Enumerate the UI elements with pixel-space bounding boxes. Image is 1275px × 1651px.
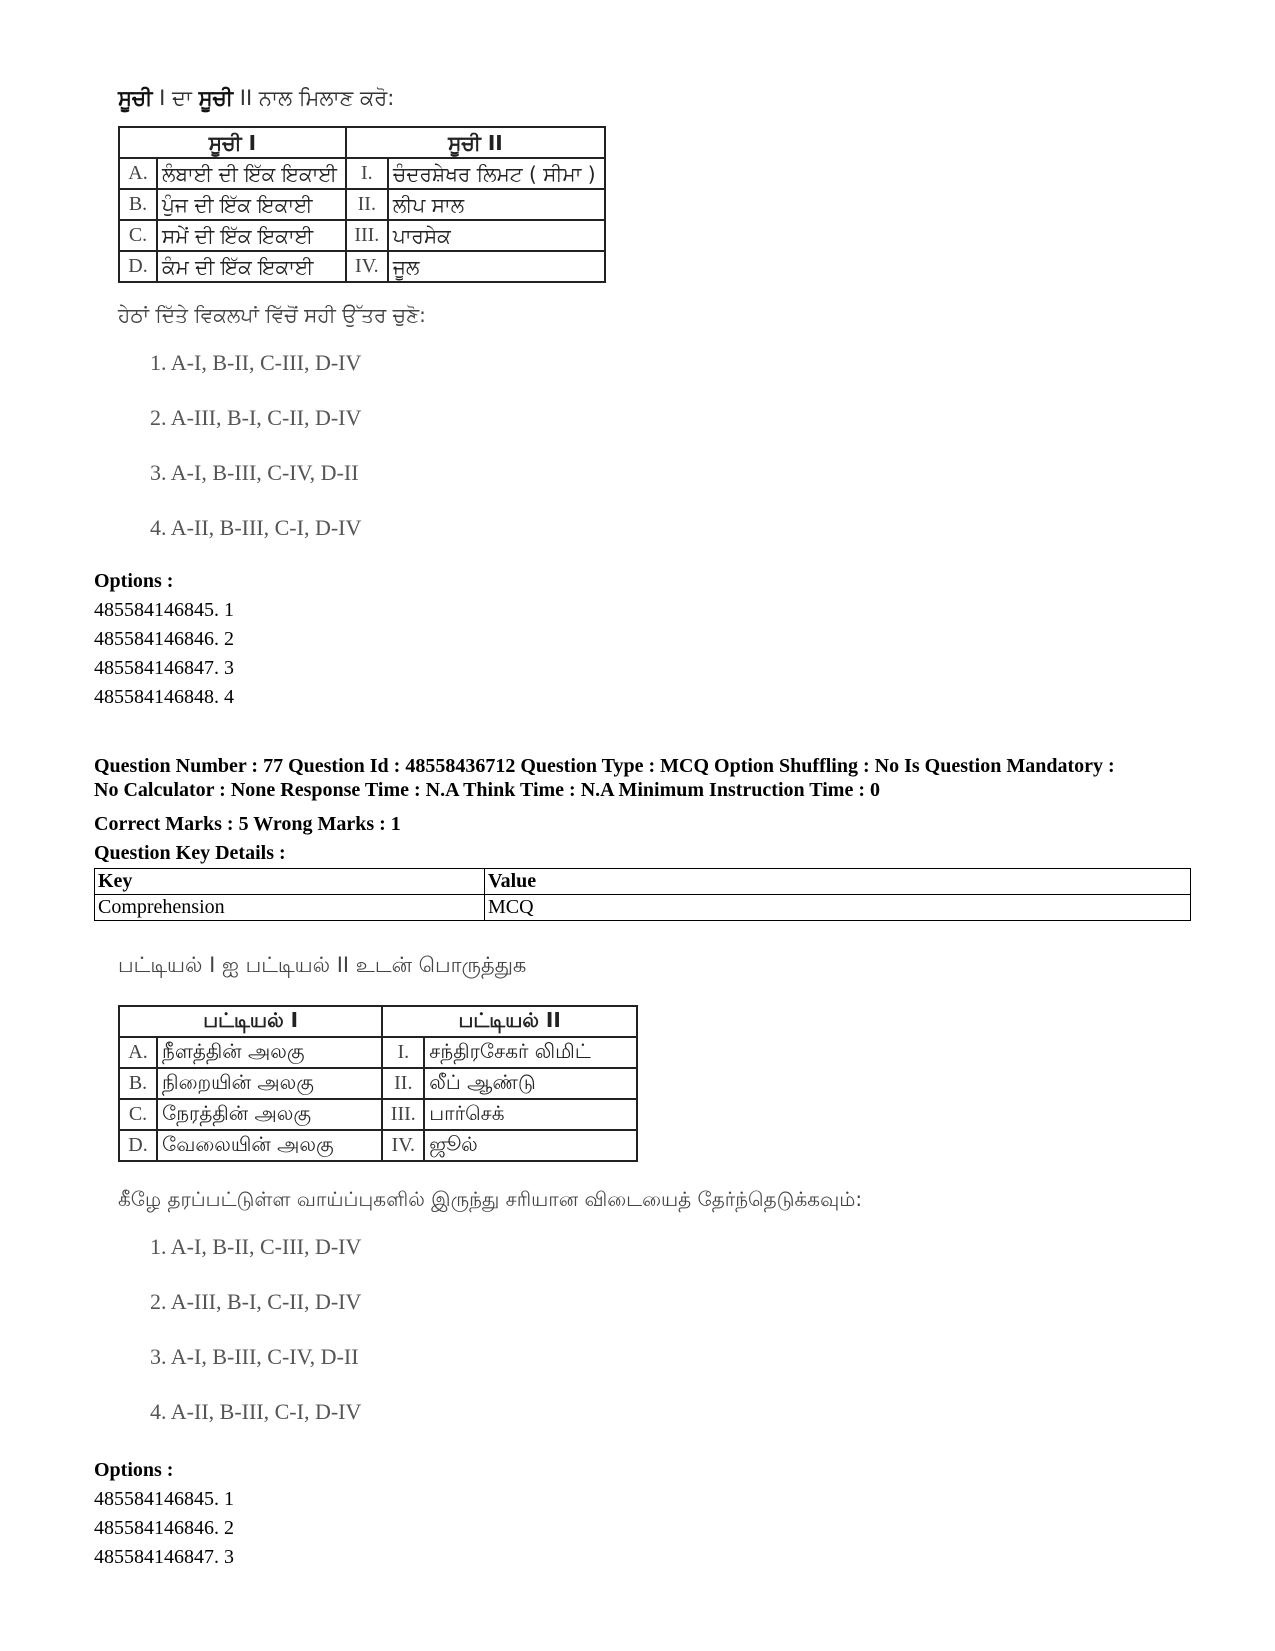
q77-marks: Correct Marks : 5 Wrong Marks : 1: [94, 813, 401, 835]
table-row: [119, 1037, 637, 1068]
q77-header: [94, 754, 1204, 802]
q77-title: பட்டியல் I ஐ பட்டியல் II உடன் பொருத்துக: [118, 953, 527, 977]
row-numeral: I.: [382, 1037, 424, 1068]
choice-item: 1. A-I, B-II, C-III, D-IV: [150, 1234, 362, 1259]
q76-title-mid: I ਦਾ: [152, 86, 199, 110]
option-id: 485584146846. 2: [94, 1517, 234, 1539]
choice-item: 2. A-III, B-I, C-II, D-IV: [150, 1289, 362, 1314]
row-letter: D.: [119, 1130, 157, 1161]
q76-choice-list: [150, 350, 361, 570]
row-numeral: IV.: [382, 1130, 424, 1161]
table-row: [119, 1130, 637, 1161]
choice-item: 3. A-I, B-III, C-IV, D-II: [150, 460, 359, 485]
row-right: ਪਾਰਸੇਕ: [388, 220, 605, 251]
row-letter: C.: [119, 1099, 157, 1130]
row-left: ਲੰਬਾਈ ਦੀ ਇੱਕ ਇਕਾਈ: [157, 158, 346, 189]
row-left: வேலையின் அலகு: [157, 1130, 382, 1161]
row-right: சந்திரசேகர் லிமிட்: [424, 1037, 637, 1068]
q76-table-header: [119, 127, 605, 158]
row-numeral: III.: [382, 1099, 424, 1130]
q77-key-table: [94, 868, 1191, 921]
option-id: 485584146846. 2: [94, 628, 234, 650]
choice-item: 4. A-II, B-III, C-I, D-IV: [150, 1399, 362, 1424]
q76-options: [94, 567, 234, 712]
row-numeral: II.: [382, 1068, 424, 1099]
row-left: நேரத்தின் அலகு: [157, 1099, 382, 1130]
key-cell: Comprehension: [95, 895, 485, 921]
row-right: ਜੂਲ: [388, 251, 605, 282]
q77-head-left: பட்டியல் I: [119, 1006, 382, 1037]
q77-marks-block: [94, 810, 401, 868]
q76-instruction: ਹੇਠਾਂ ਦਿੱਤੇ ਵਿਕਲਪਾਂ ਵਿੱਚੋਂ ਸਹੀ ਉੱਤਰ ਚੁਣੋ:: [118, 303, 426, 327]
value-cell: MCQ: [485, 895, 1191, 921]
choice-item: 1. A-I, B-II, C-III, D-IV: [150, 350, 362, 375]
row-left: நிறையின் அலகு: [157, 1068, 382, 1099]
row-letter: B.: [119, 189, 157, 220]
table-row: [119, 1068, 637, 1099]
q77-header-line-2: No Calculator : None Response Time : N.A Think Time : N.A Minimum Instruction Time : 0: [94, 779, 880, 801]
options-label: Options :: [94, 570, 174, 592]
choice-item: 2. A-III, B-I, C-II, D-IV: [150, 405, 362, 430]
q77-key-details-label: Question Key Details :: [94, 842, 286, 864]
row-letter: B.: [119, 1068, 157, 1099]
row-left: ਪੁੰਜ ਦੀ ਇੱਕ ਇਕਾਈ: [157, 189, 346, 220]
table-row: [119, 189, 605, 220]
q77-match-table: [118, 1005, 638, 1162]
table-row: [119, 251, 605, 282]
row-letter: A.: [119, 1037, 157, 1068]
q76-title-bold-1: ਸੂਚੀ: [118, 86, 153, 110]
row-left: நீளத்தின் அலகு: [157, 1037, 382, 1068]
option-id: 485584146845. 1: [94, 1488, 234, 1510]
options-label: Options :: [94, 1459, 174, 1481]
row-numeral: I.: [346, 158, 388, 189]
choice-item: 4. A-II, B-III, C-I, D-IV: [150, 515, 362, 540]
q77-head-right: பட்டியல் II: [382, 1006, 637, 1037]
q76-title-bold-2: ਸੂਚੀ: [198, 86, 234, 110]
q77-instruction: கீழே தரப்பட்டுள்ள வாய்ப்புகளில் இருந்து சரியான விடையைத் தேர்ந்தெடுக்கவும்:: [118, 1187, 863, 1211]
table-row: [95, 869, 1191, 895]
choice-item: 3. A-I, B-III, C-IV, D-II: [150, 1344, 359, 1369]
q76-head-left: ਸੂਚੀ I: [119, 127, 346, 158]
row-numeral: III.: [346, 220, 388, 251]
q76-title-suffix: II ਨਾਲ ਮਿਲਾਣ ਕਰੋ:: [233, 86, 395, 110]
q77-header-line-1: Question Number : 77 Question Id : 48558436712 Question Type : MCQ Option Shuffling : No Is Question Mandatory :: [94, 755, 1115, 777]
row-letter: C.: [119, 220, 157, 251]
q77-table-header: [119, 1006, 637, 1037]
option-id: 485584146848. 4: [94, 686, 234, 708]
table-row: [119, 158, 605, 189]
row-numeral: IV.: [346, 251, 388, 282]
row-numeral: II.: [346, 189, 388, 220]
option-id: 485584146845. 1: [94, 599, 234, 621]
table-row: [119, 1099, 637, 1130]
q76-head-right: ਸੂਚੀ II: [346, 127, 605, 158]
row-right: ஜூல்: [424, 1130, 637, 1161]
q76-match-table: [118, 126, 606, 283]
key-header: Key: [95, 869, 485, 895]
row-right: லீப் ஆண்டு: [424, 1068, 637, 1099]
q77-options: [94, 1456, 234, 1572]
q76-title: [118, 86, 394, 111]
option-id: 485584146847. 3: [94, 1546, 234, 1568]
row-left: ਸਮੇਂ ਦੀ ਇੱਕ ਇਕਾਈ: [157, 220, 346, 251]
row-right: பார்செக்: [424, 1099, 637, 1130]
value-header: Value: [485, 869, 1191, 895]
row-letter: D.: [119, 251, 157, 282]
row-right: ਚੰਦਰਸ਼ੇਖਰ ਲਿਮਟ ( ਸੀਮਾ ): [388, 158, 605, 189]
row-right: ਲੀਪ ਸਾਲ: [388, 189, 605, 220]
table-row: [95, 895, 1191, 921]
table-row: [119, 220, 605, 251]
row-letter: A.: [119, 158, 157, 189]
row-left: ਕੰਮ ਦੀ ਇੱਕ ਇਕਾਈ: [157, 251, 346, 282]
q77-choice-list: [150, 1234, 361, 1454]
option-id: 485584146847. 3: [94, 657, 234, 679]
